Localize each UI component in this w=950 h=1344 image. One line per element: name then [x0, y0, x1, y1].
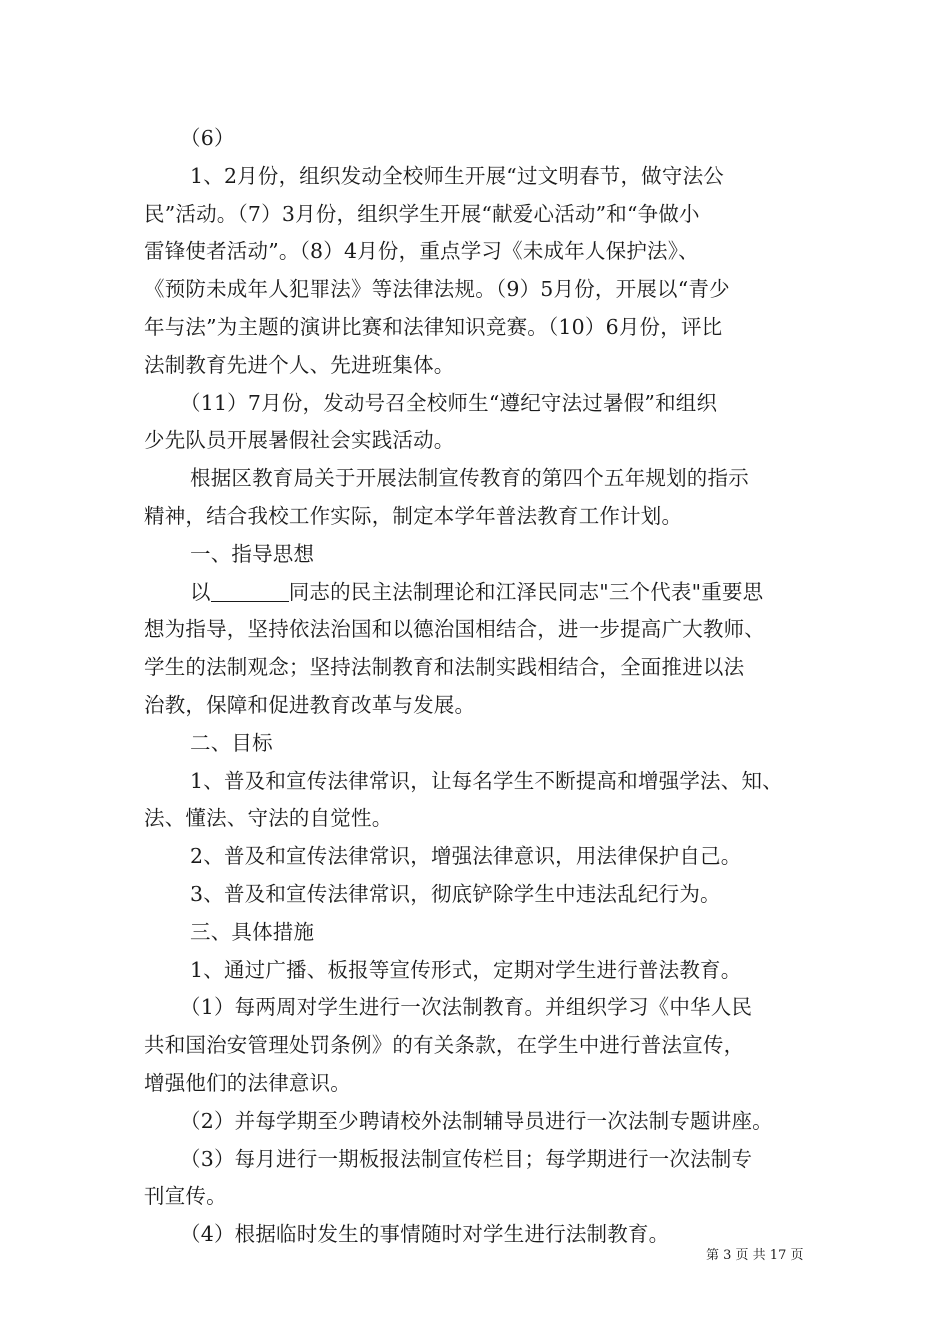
paragraph-line: （3）每月进行一期板报法制宣传栏目；每学期进行一次法制专	[180, 1146, 753, 1171]
paragraph-line: 学生的法制观念；坚持法制教育和法制实践相结合，全面推进以法	[144, 655, 745, 680]
paragraph-line: 1、通过广播、板报等宣传形式，定期对学生进行普法教育。	[190, 957, 742, 982]
paragraph-line: 雷锋使者活动”。（8）4月份，重点学习《未成年人保护法》、	[144, 239, 699, 264]
paragraph-line: （1）每两周对学生进行一次法制教育。并组织学习《中华人民	[180, 995, 753, 1020]
paragraph-line: 共和国治安管理处罚条例》的有关条款，在学生中进行普法宣传，	[144, 1033, 745, 1058]
section-heading: 三、具体措施	[190, 919, 315, 944]
section-heading: 一、指导思想	[190, 541, 315, 566]
paragraph-line	[144, 574, 824, 612]
page-number: 第 3 页 共 17 页	[706, 1248, 804, 1263]
paragraph-line: 3、普及和宣传法律常识，彻底铲除学生中违法乱纪行为。	[190, 881, 721, 906]
paragraph-line: 想为指导，坚持依法治国和以德治国相结合，进一步提高广大教师、	[144, 617, 765, 642]
paragraph-line: 根据区教育局关于开展法制宣传教育的第四个五年规划的指示	[190, 466, 749, 491]
paragraph-fragment: 以	[190, 579, 211, 604]
paragraph-line: 刊宣传。	[144, 1184, 227, 1209]
paragraph-line: 少先队员开展暑假社会实践活动。	[144, 428, 455, 453]
paragraph-line: （6）	[180, 126, 235, 150]
paragraph-line: 2、普及和宣传法律常识，增强法律意识，用法律保护自己。	[190, 844, 742, 869]
paragraph-line: （2）并每学期至少聘请校外法制辅导员进行一次法制专题讲座。	[180, 1108, 773, 1133]
paragraph-line: 治教，保障和促进教育改革与发展。	[144, 692, 476, 717]
document-body	[144, 120, 824, 1254]
paragraph-line: 1、2月份，组织发动全校师生开展“过文明春节，做守法公	[190, 163, 724, 188]
paragraph-line: 民”活动。（7）3月份，组织学生开展“献爱心活动”和“争做小	[144, 201, 700, 226]
paragraph-line: 《预防未成年人犯罪法》等法律法规。（9）5月份，开展以“青少	[144, 277, 730, 302]
section-heading: 二、目标	[190, 730, 273, 755]
paragraph-fragment: 同志的民主法制理论和江泽民同志"三个代表"重要思	[288, 579, 764, 604]
paragraph-line: 1、普及和宣传法律常识，让每名学生不断提高和增强学法、知、	[190, 768, 783, 793]
blank-underline	[211, 579, 289, 602]
paragraph-line: 增强他们的法律意识。	[144, 1070, 351, 1095]
paragraph-line: 法制教育先进个人、先进班集体。	[144, 352, 455, 377]
paragraph-line: 年与法”为主题的演讲比赛和法律知识竞赛。（10）6月份，评比	[144, 314, 723, 339]
paragraph-line: （11）7月份，发动号召全校师生“遵纪守法过暑假”和组织	[180, 390, 718, 415]
paragraph-line: 精神，结合我校工作实际，制定本学年普法教育工作计划。	[144, 503, 683, 528]
paragraph-line: 法、懂法、守法的自觉性。	[144, 806, 393, 831]
paragraph-line: （4）根据临时发生的事情随时对学生进行法制教育。	[180, 1222, 670, 1247]
